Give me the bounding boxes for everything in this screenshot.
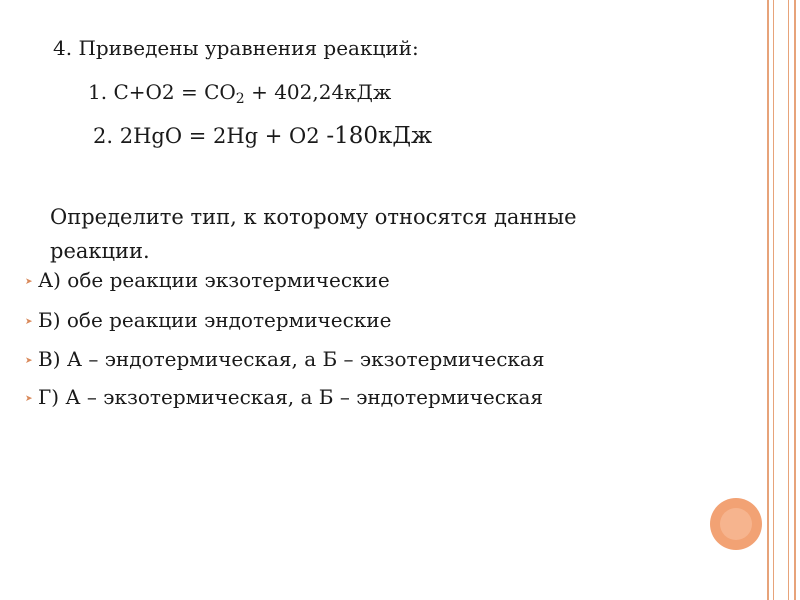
equation-1 bbox=[88, 82, 391, 106]
arrow-bullet-icon: ➤ bbox=[25, 394, 33, 404]
equation-2-main: 2. 2HgO = 2Hg + O2 bbox=[93, 124, 327, 148]
equation-1-suffix: + 402,24кДж bbox=[244, 80, 392, 104]
answer-option-b-label: Б) обе реакции эндотермические bbox=[38, 308, 392, 332]
equation-1-subscript: 2 bbox=[235, 91, 245, 107]
decorative-border-line bbox=[773, 0, 774, 600]
equation-2 bbox=[93, 125, 432, 148]
answer-option-c-label: В) А – эндотермическая, а Б – экзотермическая bbox=[38, 347, 545, 371]
question-title: 4. Приведены уравнения реакций: bbox=[53, 36, 419, 60]
question-text: Определите тип, к которому относятся данные реакции. bbox=[50, 205, 577, 263]
answer-option-b[interactable] bbox=[25, 310, 391, 330]
decorative-circle-icon bbox=[710, 498, 762, 550]
answer-option-d[interactable] bbox=[25, 387, 543, 407]
decorative-border-line bbox=[788, 0, 789, 600]
decorative-border-line bbox=[794, 0, 796, 600]
answer-option-a[interactable] bbox=[25, 270, 390, 290]
arrow-bullet-icon: ➤ bbox=[25, 277, 33, 287]
equation-2-energy: -180кДж bbox=[326, 123, 433, 149]
answer-option-d-label: Г) А – экзотермическая, а Б – эндотермическая bbox=[38, 385, 543, 409]
decorative-circle-highlight bbox=[720, 508, 752, 540]
answer-option-c[interactable] bbox=[25, 349, 544, 369]
arrow-bullet-icon: ➤ bbox=[25, 356, 33, 366]
answer-option-a-label: А) обе реакции экзотермические bbox=[38, 268, 390, 292]
decorative-border-line bbox=[767, 0, 769, 600]
arrow-bullet-icon: ➤ bbox=[25, 317, 33, 327]
equation-1-prefix: 1. С+О2 = СО bbox=[88, 80, 236, 104]
